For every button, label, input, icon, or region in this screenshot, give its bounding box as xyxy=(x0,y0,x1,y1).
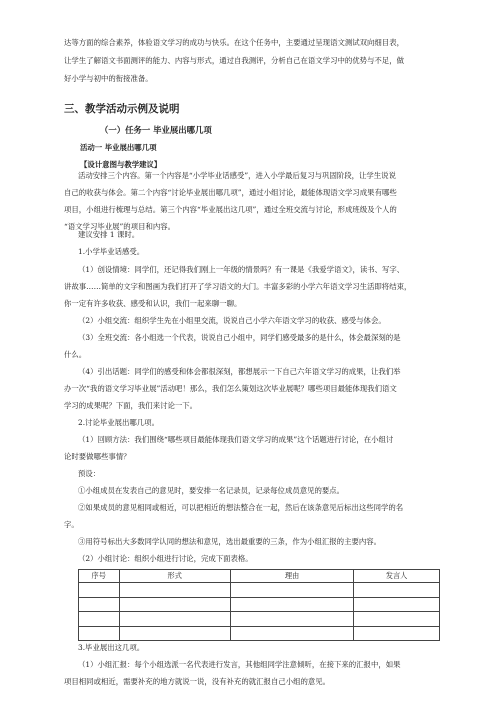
preset-item-1: ①小组成员在发表自己的意见时，要安排一名记录员，记录每位成员意见的要点。 xyxy=(78,486,345,495)
item3-1-line-1: （1）小组汇报：每个小组选派一名代表进行发言，其他组同学注意倾听，在接下来的汇报中，如果 xyxy=(78,660,401,669)
discussion-table xyxy=(78,569,440,641)
preset-item-2-line-2: 字。 xyxy=(64,520,79,529)
table-header-cell: 序号 xyxy=(79,570,120,583)
item1-2: （2）小组交流：组织学生先在小组里交流，说说自己小学六年语文学习的收获、感受与体会。 xyxy=(78,316,386,325)
item1-3-line-2: 什么。 xyxy=(64,350,87,359)
suggest-time: 建议安排 1 课时。 xyxy=(78,230,140,239)
design-line-3: 项目，小组进行梳理与总结。第三个内容“毕业展出这几项”，通过全班交流与讨论，形成班级及个人的 xyxy=(64,205,397,214)
item1-3-line-1: （3）全班交流：各小组选一个代表，说说自己小组中，同学们感受最多的是什么，体会最深刻的是 xyxy=(78,333,401,342)
design-heading: 【设计意图与教学建议】 xyxy=(80,160,162,169)
table-cell[interactable] xyxy=(230,612,353,627)
table-cell[interactable] xyxy=(79,612,120,627)
table-header-cell: 形式 xyxy=(119,570,230,583)
item1-heading: 1.小学毕业话感受。 xyxy=(78,247,145,256)
item3-heading: 3.毕业展出这几项。 xyxy=(78,643,145,652)
table-row xyxy=(79,612,440,627)
table-row xyxy=(79,583,440,598)
table-cell[interactable] xyxy=(354,626,440,641)
intro-line-1: 达等方面的综合素养，体验语文学习的成功与快乐。在这个任务中，主要通过呈现语文测试双向细目表， xyxy=(64,38,404,47)
table-cell[interactable] xyxy=(119,597,230,612)
item1-4-line-3: 学习的成果呢？下面，我们来讨论一下。 xyxy=(64,401,198,410)
design-line-2: 自己的收获与体会。第二个内容“讨论毕业展出哪几项”，通过小组讨论，最能体现语文学习成果有哪些 xyxy=(64,188,397,197)
table-cell[interactable] xyxy=(354,612,440,627)
item2-1-line-2: 论时要做哪些事情？ xyxy=(64,452,131,461)
item1-4-line-1: （4）引出话题：同学们的感受和体会都很深刻，都想展示一下自己六年语文学习的成果，让我们举 xyxy=(78,367,401,376)
table-header-cell: 理由 xyxy=(230,570,353,583)
item1-1-line-3: 你一定有许多收获、感受和认识，我们一起来聊一聊。 xyxy=(64,299,242,308)
intro-line-3: 好小学与初中的衔接准备。 xyxy=(64,74,153,83)
item1-4-line-2: 办一次“我的语文学习毕业展”活动吧！那么，我们怎么策划这次毕业展呢？哪些项目最能体现我们语文 xyxy=(64,384,397,393)
design-line-4: “语文学习毕业展”的项目和内容。 xyxy=(64,222,176,231)
activity-heading: 活动一 毕业展出哪几项 xyxy=(80,143,157,152)
table-header-cell: 发言人 xyxy=(354,570,440,583)
table-cell[interactable] xyxy=(119,583,230,598)
item3-1-line-2: 项目相同或相近，需要补充的地方就说一说，没有补充的就汇报自己小组的意见。 xyxy=(64,677,331,686)
table-cell[interactable] xyxy=(354,583,440,598)
preset-item-2-line-1: ②如果成员的意见相同或相近，可以把相近的想法整合在一起，然后在该条意见后标出这些同学的名 xyxy=(78,503,404,512)
table-cell[interactable] xyxy=(119,626,230,641)
table-cell[interactable] xyxy=(230,583,353,598)
table-cell[interactable] xyxy=(354,597,440,612)
intro-line-2: 让学生了解语文书面测评的能力、内容与形式，通过自我测评，分析自己在语文学习中的优势与不足，做 xyxy=(64,56,404,65)
table-cell[interactable] xyxy=(230,626,353,641)
item1-1-line-2: 讲故事……简单的文字和图画为我们打开了学习语文的大门。丰富多彩的小学六年语文学习生活即将结束， xyxy=(64,282,412,291)
design-line-1: 活动安排三个内容。第一个内容是“小学毕业话感受”，进入小学最后复习与巩固阶段，让学生说说 xyxy=(78,171,396,180)
table-header-row xyxy=(79,570,440,583)
table-cell[interactable] xyxy=(230,597,353,612)
task-heading: （一）任务一 毕业展出哪几项 xyxy=(100,125,212,135)
preset-item-3: ③用符号标出大多数同学认同的想法和意见，选出最重要的三条，作为小组汇报的主要内容。 xyxy=(78,537,382,546)
preset-label: 预设： xyxy=(78,469,101,478)
table-cell[interactable] xyxy=(79,583,120,598)
item2-1-line-1: （1）回顾方法：我们围绕“哪些项目最能体现我们语文学习的成果”这个话题进行讨论，在小组讨 xyxy=(78,435,394,444)
item1-1-line-1: （1）创设情境：同学们，还记得我们刚上一年级的情景吗？有一课是《我爱学语文》，读书、写字、 xyxy=(78,265,405,274)
section-heading: 三、教学活动示例及说明 xyxy=(64,103,180,115)
table-row xyxy=(79,597,440,612)
table-cell[interactable] xyxy=(79,626,120,641)
table-cell[interactable] xyxy=(79,597,120,612)
item2-heading: 2.讨论毕业展出哪几项。 xyxy=(78,418,159,427)
item2-2: （2）小组讨论：组织小组进行讨论，完成下面表格。 xyxy=(78,554,253,563)
table-cell[interactable] xyxy=(119,612,230,627)
table-row xyxy=(79,626,440,641)
